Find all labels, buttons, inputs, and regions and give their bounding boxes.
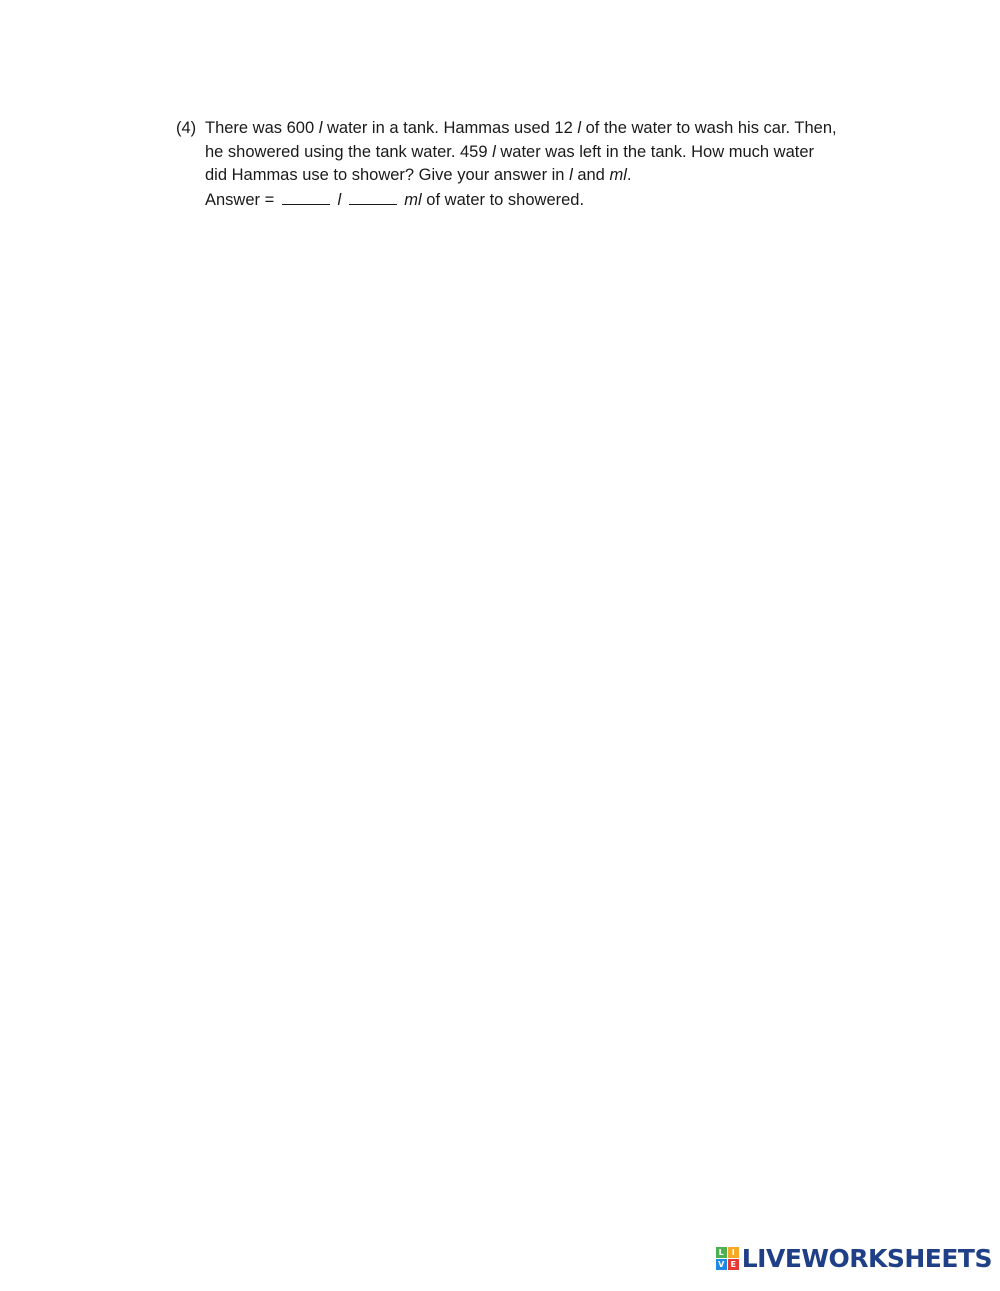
question-line-1 bbox=[205, 117, 896, 141]
answer-line bbox=[205, 188, 896, 213]
question-text: of the water to wash his car. Then, bbox=[581, 119, 837, 137]
logo-cell: L bbox=[716, 1247, 727, 1258]
answer-suffix: of water to showered. bbox=[421, 190, 585, 209]
question-text: and bbox=[572, 166, 610, 184]
liveworksheets-logo bbox=[716, 1243, 992, 1273]
answer-litres-blank[interactable] bbox=[282, 188, 330, 205]
question-text: . bbox=[626, 166, 632, 184]
logo-cell: E bbox=[728, 1259, 739, 1270]
logo-grid-icon bbox=[716, 1247, 739, 1270]
question-line-3 bbox=[205, 164, 896, 188]
unit-litre: l bbox=[318, 119, 323, 137]
question-text: water in a tank. Hammas used 12 bbox=[322, 119, 578, 137]
answer-unit-litre: l bbox=[337, 190, 342, 209]
question-4 bbox=[176, 117, 896, 212]
answer-millilitres-blank[interactable] bbox=[349, 188, 397, 205]
question-text: There was 600 bbox=[205, 119, 319, 137]
logo-text: LIVEWORKSHEETS bbox=[741, 1243, 992, 1273]
question-line-2 bbox=[205, 141, 896, 165]
unit-litre: l bbox=[492, 142, 496, 161]
question-text: water was left in the tank. How much water bbox=[495, 142, 814, 161]
question-number: (4) bbox=[176, 119, 197, 137]
answer-unit-millilitre: ml bbox=[404, 190, 422, 209]
question-text: he showered using the tank water. 459 bbox=[205, 142, 493, 161]
unit-millilitre: ml bbox=[609, 166, 627, 184]
answer-prefix: Answer = bbox=[205, 190, 275, 209]
question-body bbox=[205, 117, 896, 212]
question-text: did Hammas use to shower? Give your answer in bbox=[205, 166, 570, 184]
logo-cell: I bbox=[728, 1247, 739, 1258]
unit-litre: l bbox=[569, 166, 573, 184]
unit-litre: l bbox=[577, 119, 582, 137]
logo-cell: V bbox=[716, 1259, 727, 1270]
